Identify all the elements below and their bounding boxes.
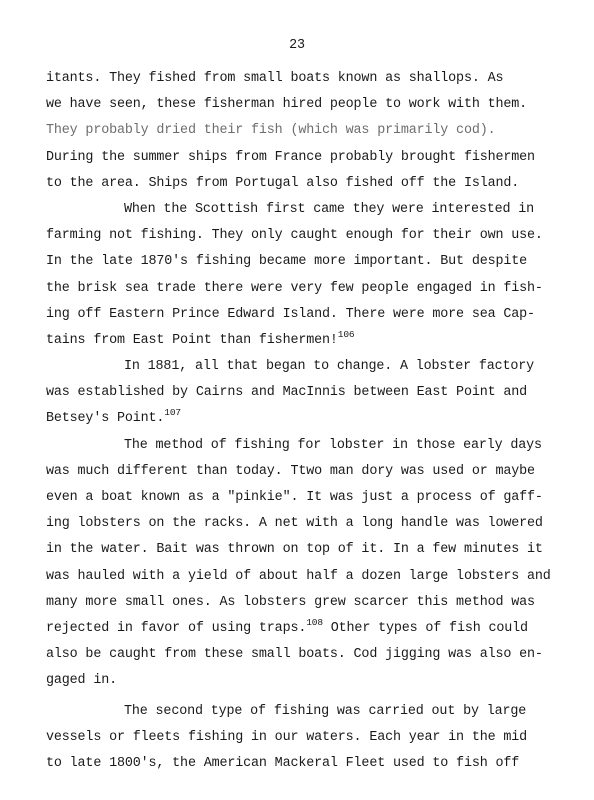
paragraph-start-line: When the Scottish first came they were interested in — [124, 201, 535, 217]
text-line: They probably dried their fish (which was primarily cod). — [46, 123, 496, 139]
text-line: also be caught from these small boats. Cod jigging was also en- — [46, 647, 543, 663]
paragraph-start-line: The method of fishing for lobster in those early days — [124, 437, 542, 453]
body-text — [46, 66, 566, 777]
text-line: in the water. Bait was thrown on top of it. In a few minutes it — [46, 542, 543, 558]
text-line: itants. They fished from small boats known as shallops. As — [46, 71, 504, 86]
paragraph-start-line: The second type of fishing was carried out by large — [124, 703, 527, 719]
text-line: to late 1800's, the American Mackeral Fleet used to fish off — [46, 755, 520, 771]
footnote-marker: 106 — [337, 328, 355, 340]
text-line: farming not fishing. They only caught enough for their own use. — [46, 228, 543, 244]
text-line: tains from East Point than fishermen!$^{106}$ — [46, 328, 355, 348]
text-line: was established by Cairns and MacInnis between East Point and — [46, 385, 528, 401]
text-line: even a boat known as a "pinkie". It was just a process of gaff- — [46, 490, 543, 505]
text-line: was much different than today. Ttwo man dory was used or maybe — [46, 463, 535, 479]
text-line: rejected in favor of using traps.$^{108}$ Other types of fish could — [46, 616, 528, 636]
paragraph-start-line: In 1881, all that began to change. A lobster factory — [124, 359, 535, 375]
text-line: was hauled with a yield of about half a dozen large lobsters and — [46, 568, 551, 584]
text-line: gaged in. — [46, 673, 117, 689]
text-line: to the area. Ships from Portugal also fished off the Island. — [46, 175, 520, 191]
text-line: Betsey's Point.$^{107}$ — [46, 407, 181, 427]
text-line: vessels or fleets fishing in our waters. Each year in the mid — [46, 729, 528, 745]
text-line: many more small ones. As lobsters grew scarcer this method was — [46, 594, 535, 610]
footnote-marker: 107 — [164, 407, 181, 419]
page-number: 23 — [289, 38, 305, 53]
text-line: the brisk sea trade there were very few people engaged in fish- — [46, 280, 543, 296]
footnote-marker: 108 — [306, 616, 323, 628]
text-line: ing off Eastern Prince Edward Island. There were more sea Cap- — [46, 306, 535, 322]
text-line: we have seen, these fisherman hired people to work with them. — [46, 97, 528, 113]
text-line: ing lobsters on the racks. A net with a long handle was lowered — [46, 516, 543, 532]
text-line: During the summer ships from France probably brought fishermen — [46, 149, 535, 165]
text-line: In the late 1870's fishing became more important. But despite — [46, 254, 528, 270]
